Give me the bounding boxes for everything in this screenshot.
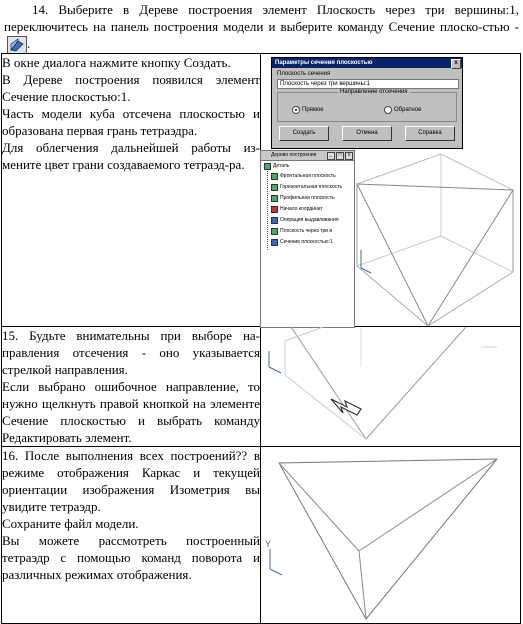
tree-item-detail[interactable]: Деталь — [264, 163, 290, 170]
step-paragraph: Для облегчения дальнейшей работы из-мените цвет грани создаваемого тетраэд-ра. — [2, 140, 260, 172]
axis-y-label: Y — [265, 539, 272, 549]
step-paragraph: В Дереве построения появился элемент Сечение плоскостью:1. — [2, 72, 260, 104]
tree-item-origin[interactable]: Начало координат — [271, 206, 323, 213]
plane-field[interactable]: Плоскость через три вершины:1 — [277, 79, 459, 89]
origin-icon — [271, 206, 278, 213]
radio-direct[interactable]: Прямое — [292, 106, 324, 114]
tree-item-profile-plane[interactable]: Профильная плоскость — [271, 195, 335, 202]
plane-label: Плоскость сечения — [277, 71, 331, 77]
step-14-figure — [261, 54, 521, 327]
step-16-figure — [261, 447, 521, 624]
help-button[interactable]: Справка — [405, 126, 455, 141]
build-tree-panel — [260, 150, 355, 328]
step-paragraph: В окне диалога нажмите кнопку Создать. — [2, 55, 231, 70]
step-paragraph: 15. Будьте внимательны при выборе на-правления отсечения - оно указывается стрелкой направления. — [2, 328, 260, 377]
plane-icon — [271, 173, 278, 180]
direction-arrow-icon — [331, 399, 361, 415]
direction-arrow-drawing — [261, 327, 518, 440]
step-paragraph: Часть модели куба отсечена плоскостью и образована первая грань тетраэдра. — [2, 106, 260, 138]
step-15-text — [2, 327, 261, 447]
direction-group — [277, 89, 457, 122]
tetrahedron-drawing — [261, 447, 518, 623]
close-icon[interactable]: x — [451, 59, 461, 69]
tree-item-section[interactable]: Сечение плоскостью:1 — [271, 239, 333, 246]
cube-section-drawing — [353, 150, 519, 326]
minimize-icon[interactable]: _ — [327, 152, 335, 160]
tree-window-buttons — [327, 152, 353, 160]
step-16-text — [2, 447, 261, 624]
dialog-title: Параметры сечения плоскостью x — [272, 58, 462, 68]
step-paragraph: Вы можете рассмотреть построенный тетраэдр с помощью команд поворота и различных режимах отображения. — [2, 533, 260, 582]
section-params-dialog — [271, 57, 463, 149]
close-icon[interactable]: x — [345, 152, 353, 160]
tree-item-horizontal-plane[interactable]: Горизонтальная плоскость — [271, 184, 342, 191]
section-icon — [271, 239, 278, 246]
detail-icon — [264, 163, 271, 170]
radio-unchecked-icon — [384, 106, 392, 114]
step-paragraph: Сохраните файл модели. — [2, 516, 139, 531]
tree-item-extrusion[interactable]: Операция выдавливания — [271, 217, 339, 224]
steps-table — [1, 53, 521, 624]
tree-item-three-point-plane[interactable]: Плоскость через три в — [271, 228, 332, 235]
create-button[interactable]: Создать — [279, 126, 329, 141]
maximize-icon[interactable]: □ — [336, 152, 344, 160]
radio-checked-icon — [292, 106, 300, 114]
tree-item-front-plane[interactable]: Фронтальная плоскость — [271, 173, 336, 180]
step-14-text — [2, 54, 261, 327]
plane-icon — [271, 228, 278, 235]
section-plane-icon — [7, 36, 27, 54]
step-15-figure — [261, 327, 521, 447]
cancel-button[interactable]: Отмена — [342, 126, 392, 141]
plane-icon — [271, 195, 278, 202]
intro-text: 14. Выберите в Дереве построения элемент Плоскость через три вершины:1, переключитесь на панель построения модели и выберите команду Сечение плоско-стью - — [4, 2, 519, 34]
radio-reverse[interactable]: Обратное — [384, 106, 421, 114]
tree-title: Дерево построения _ □ x — [261, 151, 354, 161]
intro-paragraph: 14. Выберите в Дереве построения элемент Плоскость через три вершины:1, переключитесь на панель построения модели и выберите команду Сечение плоско-стью - . — [4, 1, 519, 54]
extrusion-icon — [271, 217, 278, 224]
step-paragraph: 16. После выполнения всех построений?? в режиме отображения Каркас и текущей ориентации изображения Изометрия вы увидите тетраэдр. — [2, 448, 260, 514]
direction-label: Направление отсечения — [340, 89, 408, 95]
step-paragraph: Если выбрано ошибочное направление, то нужно щелкнуть правой кнопкой на элементе Сечение плоскостью и выбрать команду Редактировать элемент. — [2, 379, 260, 445]
plane-icon — [271, 184, 278, 191]
tree-connector — [267, 168, 268, 250]
